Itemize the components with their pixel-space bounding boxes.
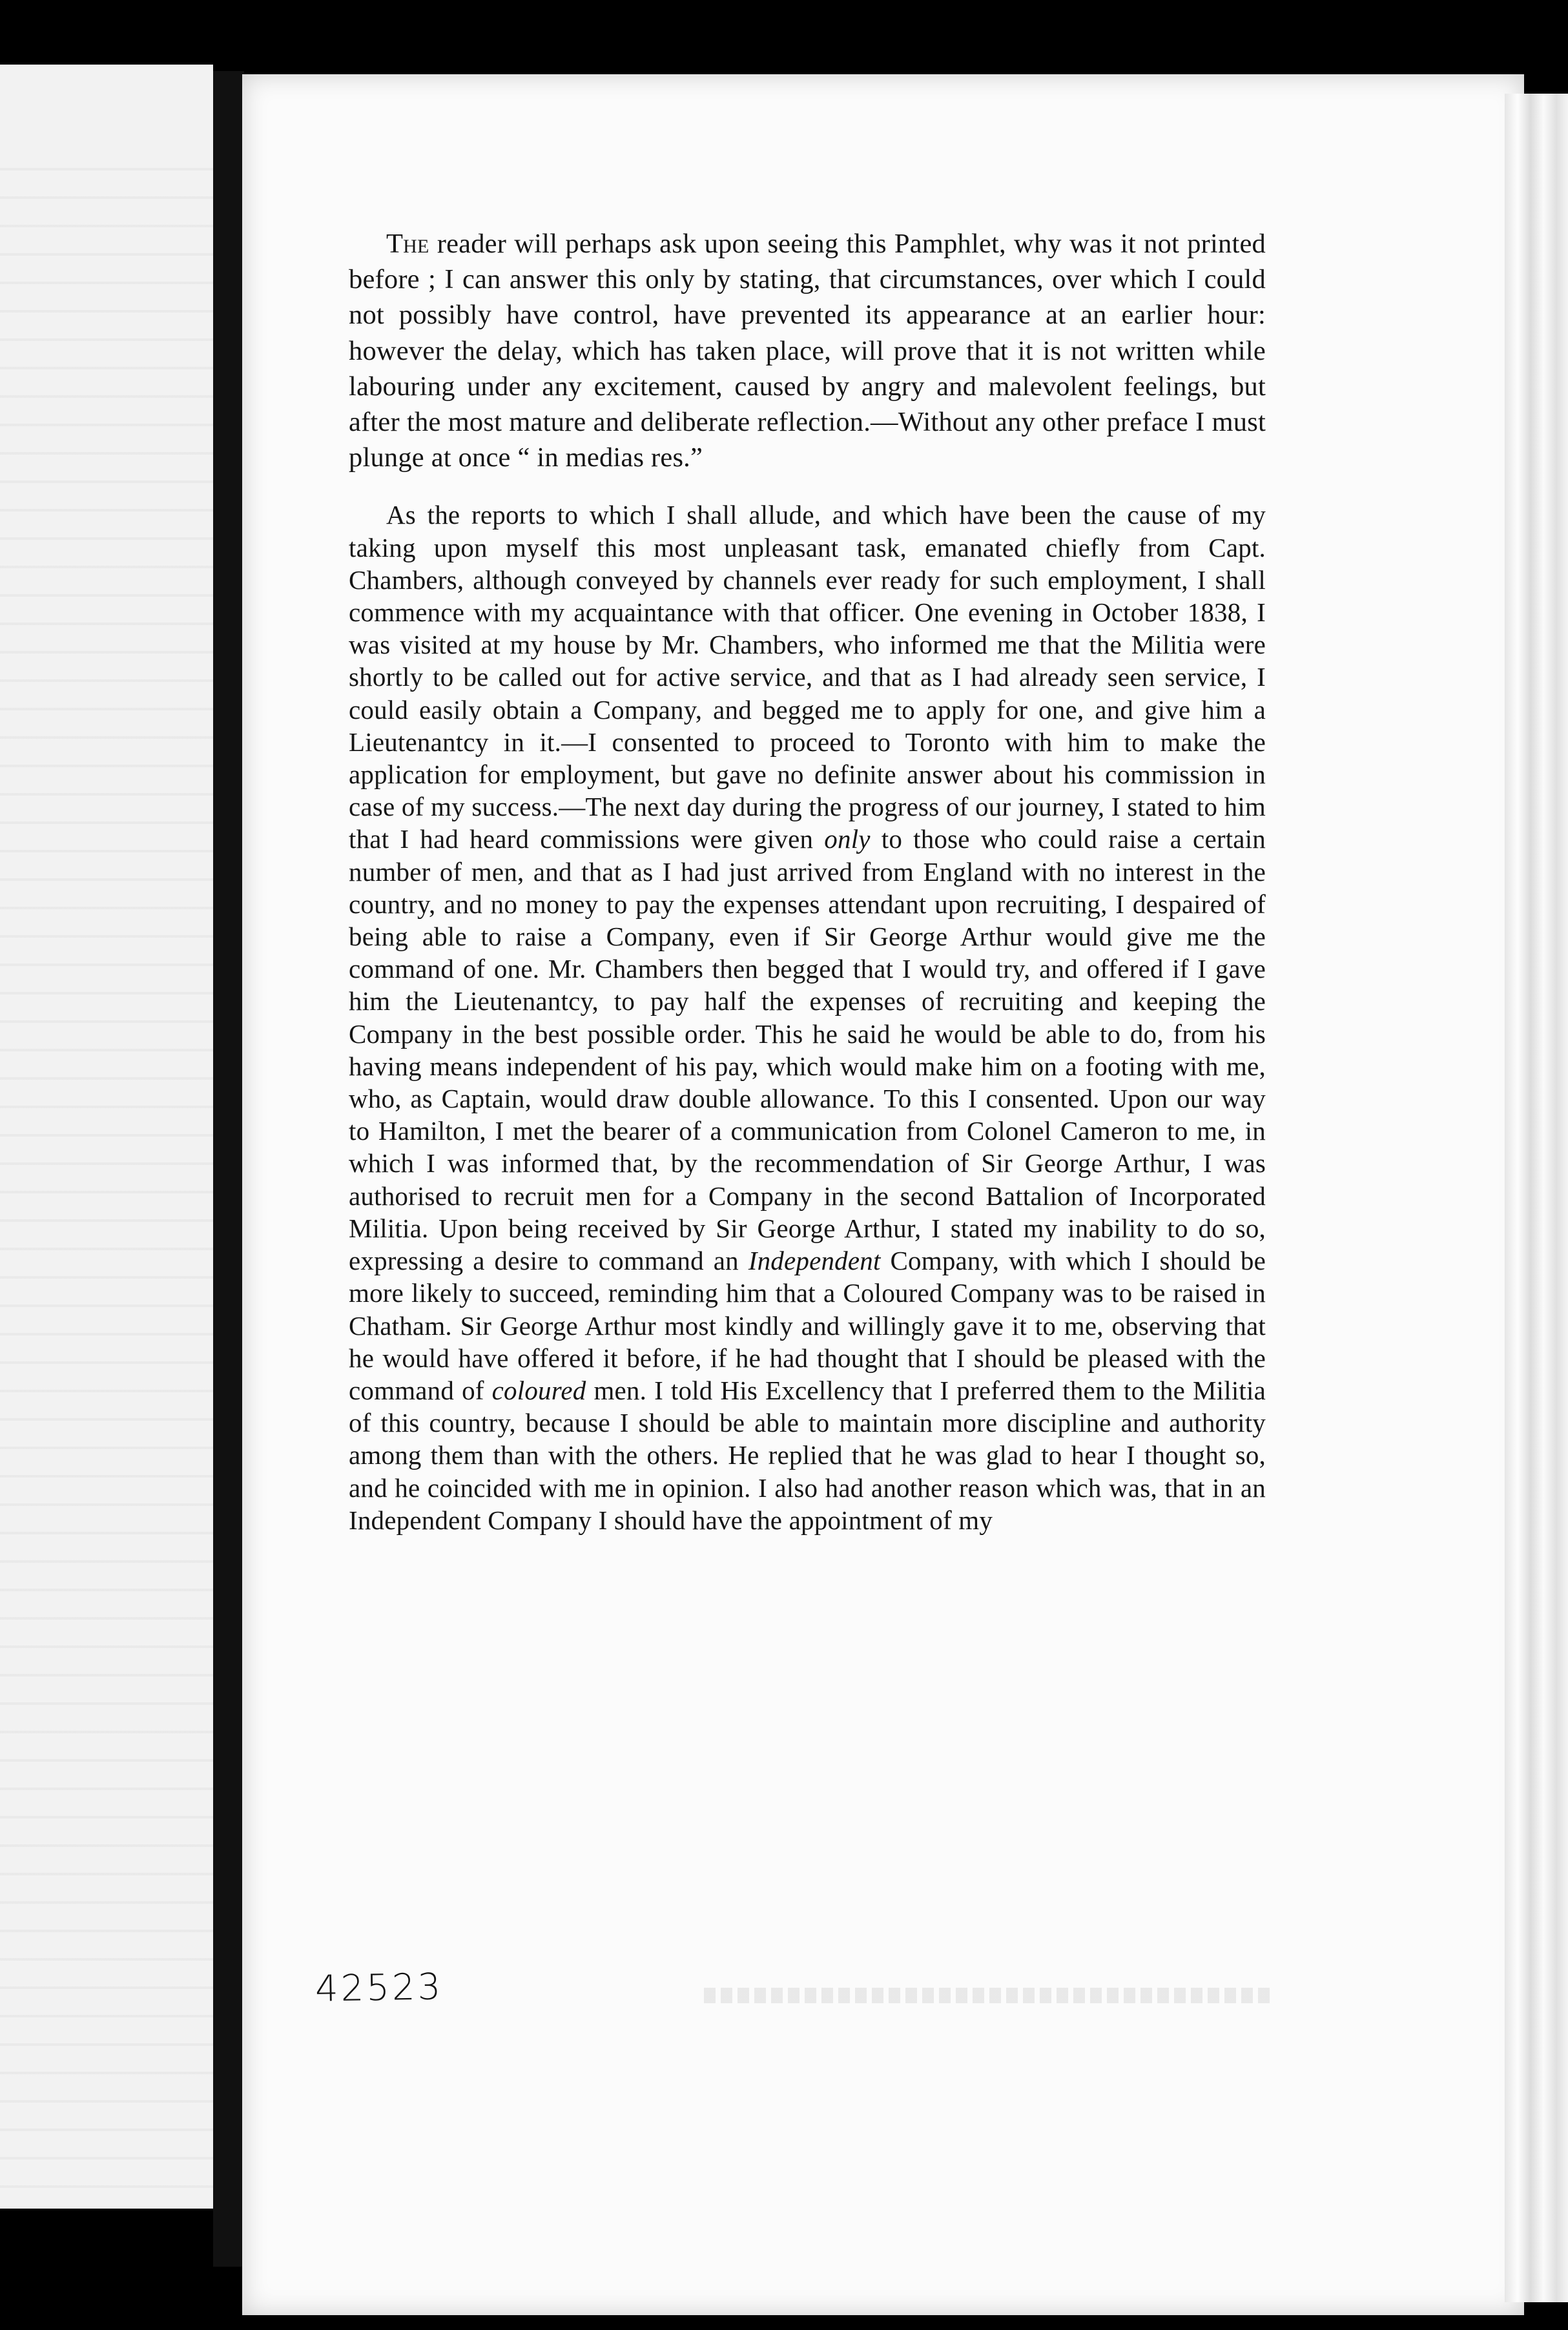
paragraph-2-emphasis-independent: Independent xyxy=(748,1246,881,1276)
facing-page-edge xyxy=(0,65,213,2209)
paragraph-2-text: Company, with which I should be more likely to succeed, reminding him that a Coloured Company was to be raised in Chatham. Sir George Arthur most kindly and willingly gave it to me, observing that he would have offered it before, if he had thought that I should be pleased with the command of xyxy=(349,1246,1266,1405)
body-text xyxy=(349,226,1266,1536)
paragraph-2-emphasis-coloured: coloured xyxy=(491,1375,586,1405)
paragraph-2-text: men. I told His Excellency that I preferred them to the Militia of this country, because I should be able to maintain more discipline and authority among them than with the others. He replied that he was glad to hear I thought so, and he coincided with me in opinion. I also had another reason which was, that in an Independent Company I should have the appointment of my xyxy=(349,1375,1266,1535)
handwritten-accession-number: 42523 xyxy=(315,1966,444,2010)
paragraph-2-text: As the reports to which I shall allude, and which have been the cause of my taking upon myself this most unpleasant task, emanated chiefly from Capt. Chambers, although conveyed by channels ever ready for such employment, I shall commence with my acquaintance with that officer. One evening in October 1838, I was visited at my house by Mr. Chambers, who informed me that the Militia were shortly to be called out for active service, and that as I had already seen service, I could easily obtain a Company, and begged me to apply for one, and give him a Lieutenantcy in it.—I consented to proceed to Toronto with him to make the application for employment, but gave no definite answer about his commission in case of my success.—The next day during the progress of our journey, I stated to him that I had heard commissions were given xyxy=(349,500,1266,854)
paragraph-1 xyxy=(349,226,1266,475)
paragraph-2 xyxy=(349,499,1266,1536)
show-through-footnote xyxy=(704,1988,1272,2003)
binding-gutter xyxy=(213,71,244,2267)
paragraph-1-text: reader will perhaps ask upon seeing this Pamphlet, why was it not printed before ; I can answer this only by stating, that circumstances, over which I could not possibly have control, have prevented its appearance at an earlier hour: however the delay, which has taken place, will prove that it is not written while labouring under any excitement, caused by angry and malevolent feelings, but after the most mature and deliberate reflection.—Without any other preface I must plunge at once “ in medias res.” xyxy=(349,229,1266,473)
paragraph-2-emphasis-only: only xyxy=(824,824,871,854)
paragraph-2-text: to those who could raise a certain number of men, and that as I had just arrived from England with no interest in the country, and no money to pay the expenses attendant upon recruiting, I despaired of being able to raise a Company, even if Sir George Arthur would give me the command of one. Mr. Chambers then begged that I would try, and offered if I gave him the Lieutenantcy, to pay half the expenses of recruiting and keeping the Company in the best possible order. This he said he would be able to do, from his having means independent of his pay, which would make him on a footing with me, who, as Captain, would draw double allowance. To this I consented. Upon our way to Hamilton, I met the bearer of a communication from Colonel Cameron to me, in which I was informed that, by the recommendation of Sir George Arthur, I was authorised to recruit men for a Company in the second Battalion of Incorporated Militia. Upon being received by Sir George Arthur, I stated my inability to do so, expressing a desire to command an xyxy=(349,824,1266,1276)
paragraph-1-lead-word: The xyxy=(386,229,429,259)
page-edges-right xyxy=(1505,94,1568,2302)
